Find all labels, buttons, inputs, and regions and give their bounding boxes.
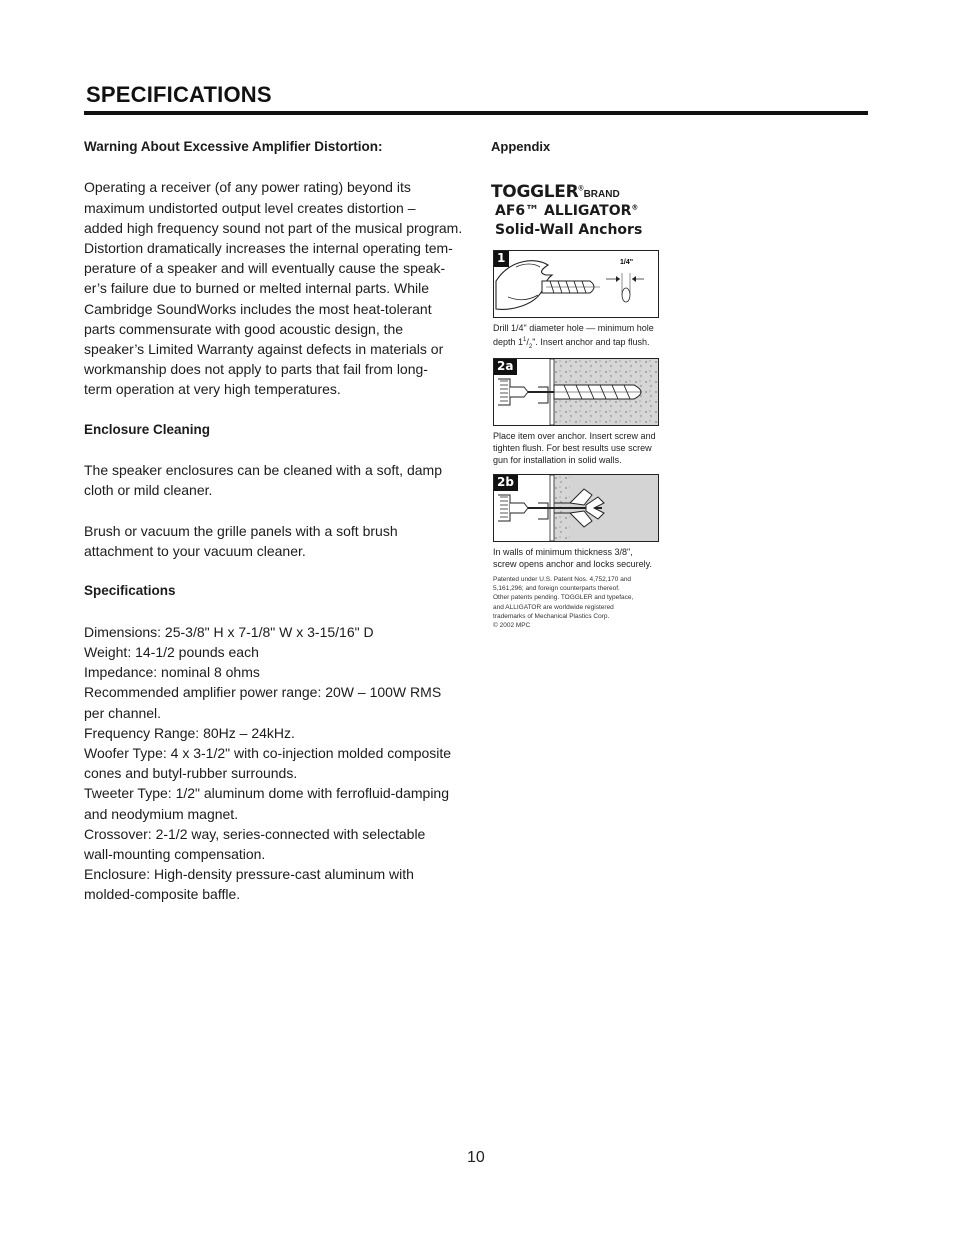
- brand-suffix: BRAND: [583, 189, 620, 200]
- specifications-heading: Specifications: [84, 583, 176, 599]
- appendix-column: [491, 137, 671, 630]
- spec-line: Woofer Type: 4 x 3-1/2" with co-injection molded composite: [84, 745, 452, 761]
- brand-name: TOGGLER: [491, 182, 579, 202]
- step-1-illustration: [493, 250, 659, 318]
- cleaning-heading: Enclosure Cleaning: [84, 421, 211, 437]
- spec-line: Crossover: 2-1/2 way, series-connected with selectable: [84, 825, 426, 842]
- cleaning-paragraph-2: Brush or vacuum the grille panels with a soft brush attachment to your vacuum cleaner.: [84, 522, 398, 559]
- spec-line: Tweeter Type: 1/2" aluminum dome with ferrofluid-damping: [84, 785, 449, 802]
- spec-line: and neodymium magnet.: [84, 805, 239, 822]
- warning-paragraph: Operating a receiver (of any power rating) beyond its maximum undistorted output level creates distortion – added high frequency sound not part of the musical program. Distortion dramatically increases the internal operating tem- perature of a speaker and will eventually cause the speak- er’s failure due to burned or melted internal parts. While Cambridge SoundWorks includes the most heat-tolerant parts commensurate with good acoustic design, the speaker’s Limited Warranty against defects in materials or workmanship does not apply to parts that fail from long- term operation at very high temperatures.: [84, 179, 463, 398]
- spec-line: cones and butyl-rubber surrounds.: [84, 765, 298, 782]
- step-2a: [493, 358, 659, 466]
- spec-line: wall-mounting compensation.: [84, 846, 266, 863]
- spec-line: per channel.: [84, 704, 162, 721]
- product-name: AF6™ ALLIGATOR: [495, 203, 632, 219]
- step-2b-illustration: [493, 474, 659, 542]
- step-number-badge: 1: [494, 251, 509, 267]
- appendix-label: Appendix: [491, 139, 551, 154]
- spec-line: Dimensions: 25-3/8" H x 7-1/8" W x 3-15/16" D: [84, 623, 374, 640]
- title-rule: [84, 111, 868, 115]
- product-subtitle: Solid-Wall Anchors: [495, 222, 643, 238]
- step-1: [493, 250, 659, 353]
- patent-notice: Patented under U.S. Patent Nos. 4,752,170 and 5,161,296; and foreign counterparts thereof. Other patents pending. TOGGLER and typeface, and ALLIGATOR are worldwide registered trademarks of Mechanical Plastics Corp. © 2002 MPC: [493, 576, 634, 630]
- drill-hole-illustration: [494, 251, 658, 317]
- main-column: [84, 137, 468, 905]
- page-number: 10: [467, 1149, 485, 1166]
- step-number-badge: 2b: [494, 475, 518, 491]
- page-title: SPECIFICATIONS: [86, 82, 272, 107]
- spec-line: Recommended amplifier power range: 20W – 100W RMS: [84, 684, 442, 701]
- step-2a-illustration: [493, 358, 659, 426]
- step-2b-caption: In walls of minimum thickness 3/8", screw opens anchor and locks securely.: [493, 547, 652, 569]
- anchor-insert-illustration: [494, 359, 658, 425]
- anchor-lock-illustration: [494, 475, 658, 541]
- spec-line: Weight: 14-1/2 pounds each: [84, 643, 259, 660]
- specifications-list: [84, 622, 468, 905]
- step-2b: [493, 474, 659, 570]
- spec-line: Frequency Range: 80Hz – 24kHz.: [84, 724, 295, 741]
- spec-line: molded-composite baffle.: [84, 886, 241, 903]
- step-1-caption: Drill 1/4" diameter hole — minimum hole depth $1^1/_2$". Insert anchor and tap flush.: [493, 323, 654, 350]
- spec-line: Enclosure: High-density pressure-cast aluminum with: [84, 866, 414, 883]
- cleaning-paragraph-1: The speaker enclosures can be cleaned with a soft, damp cloth or mild cleaner.: [84, 462, 442, 499]
- hole-size-label: 1/4": [620, 259, 634, 266]
- spec-line: Impedance: nominal 8 ohms: [84, 664, 260, 681]
- step-number-badge: 2a: [494, 359, 517, 375]
- step-2a-caption: Place item over anchor. Insert screw and tighten flush. For best results use screw gun for installation in solid walls.: [493, 431, 656, 465]
- toggler-logo: TOGGLER®BRAND AF6™ ALLIGATOR® Solid-Wall Anchors: [491, 182, 671, 238]
- warning-heading: Warning About Excessive Amplifier Distortion:: [84, 139, 383, 154]
